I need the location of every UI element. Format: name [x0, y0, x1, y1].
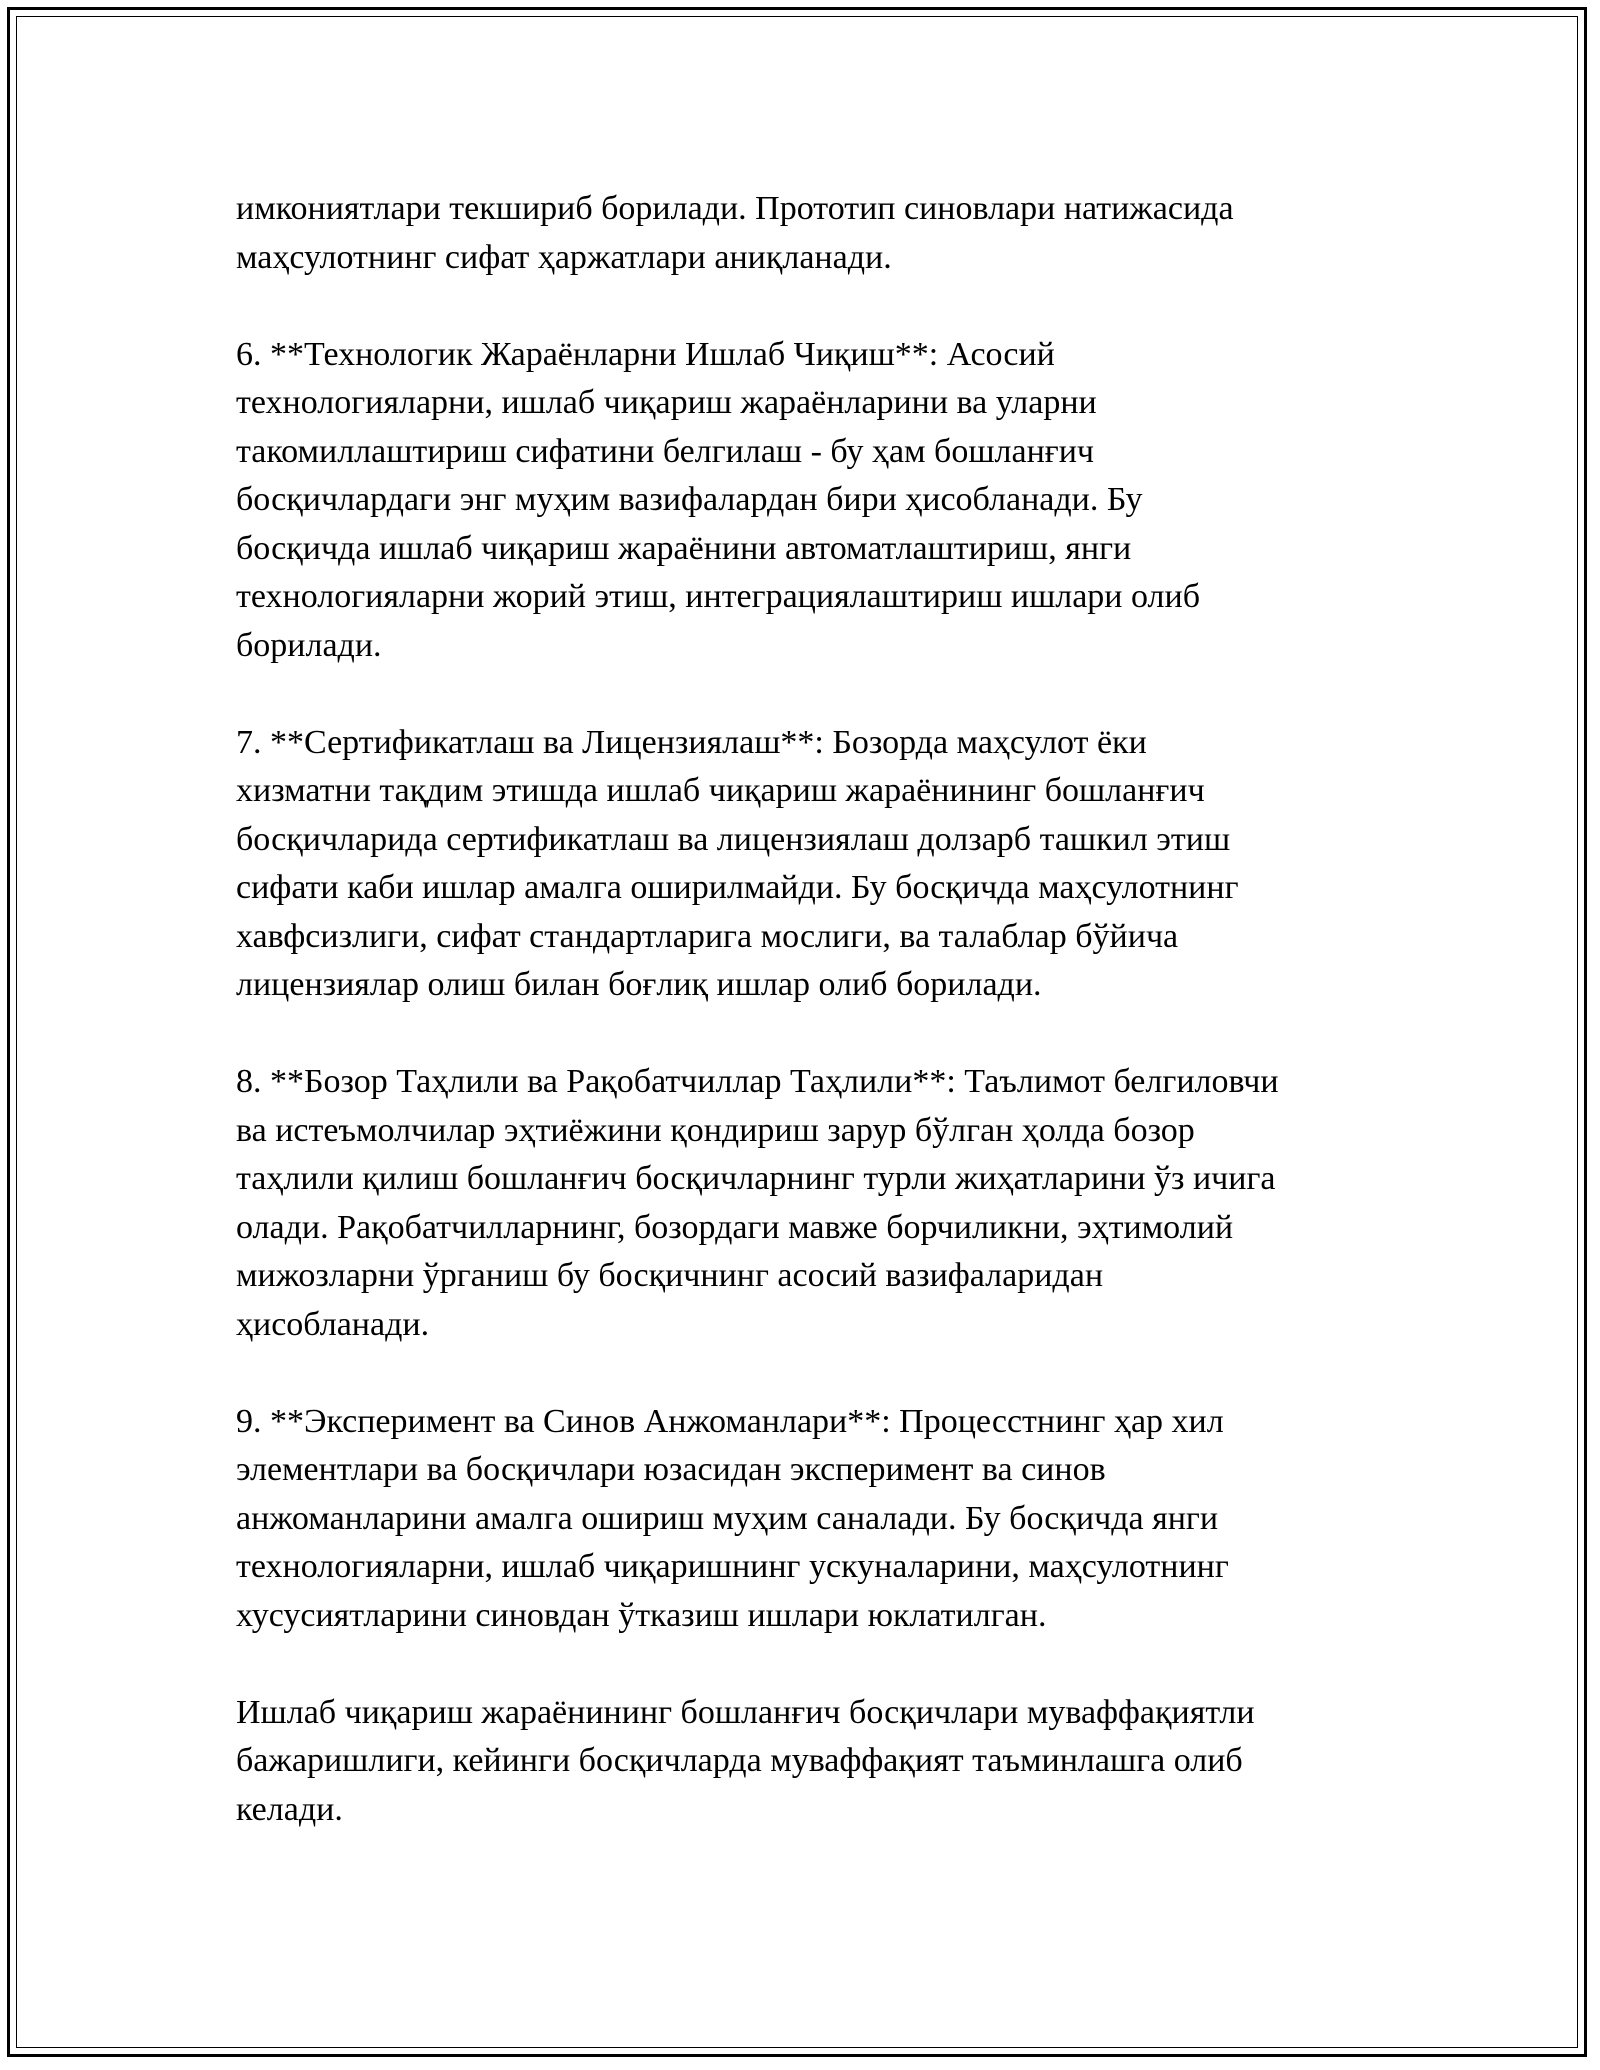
document-body — [236, 185, 1376, 1834]
paragraph-item-6: 6. **Технологик Жараёнларни Ишлаб Чиқиш**: Асосий технологияларни, ишлаб чиқариш жараёнларини ва уларни такомиллаштириш сифатини белгилаш - бу ҳам бошланғич босқичлардаги энг муҳим вазифалардан бири ҳисобланади. Бу босқичда ишлаб чиқариш жараёнини автоматлаштириш, янги технологияларни жорий этиш, интеграциялаштириш ишлари олиб борилади. — [236, 335, 1201, 664]
paragraph-conclusion: Ишлаб чиқариш жараёнининг бошланғич босқичлари муваффақиятли бажаришлиги, кейинги босқичларда муваффақият таъминлашга олиб келади. — [236, 1693, 1255, 1828]
paragraph-intro-continuation: имкониятлари текшириб борилади. Прототип синовлари натижасида маҳсулотнинг сифат ҳаржатлари аниқланади. — [236, 190, 1234, 276]
paragraph-item-9: 9. **Эксперимент ва Синов Анжоманлари**: Процесстнинг ҳар хил элементлари ва босқичлари юзасидан эксперимент ва синов анжоманларини амалга ошириш муҳим саналади. Бу босқичда янги технологияларни, ишлаб чиқаришнинг ускуналарини, маҳсулотнинг хусусиятларини синовдан ўтказиш ишлари юклатилган. — [236, 1402, 1229, 1634]
paragraph-item-8: 8. **Бозор Таҳлили ва Рақобатчиллар Таҳлили**: Таълимот белгиловчи ва истеъмолчилар эҳтиёжини қондириш зарур бўлган ҳолда бозор таҳлили қилиш бошланғич босқичларнинг турли жиҳатларини ўз ичига олади. Рақобатчилларнинг, бозордаги мавже борчиликни, эҳтимолий мижозларни ўрганиш бу босқичнинг асосий вазифаларидан ҳисобланади. — [236, 1063, 1279, 1343]
paragraph-item-7: 7. **Сертификатлаш ва Лицензиялаш**: Бозорда маҳсулот ёки хизматни тақдим этишда ишлаб чиқариш жараёнининг бошланғич босқичларида сертификатлаш ва лицензиялаш долзарб ташкил этиш сифати каби ишлар амалга оширилмайди. Бу босқичда маҳсулотнинг хавфсизлиги, сифат стандартларига мослиги, ва талаблар бўйича лицензиялар олиш билан боғлиқ ишлар олиб борилади. — [236, 723, 1239, 1003]
